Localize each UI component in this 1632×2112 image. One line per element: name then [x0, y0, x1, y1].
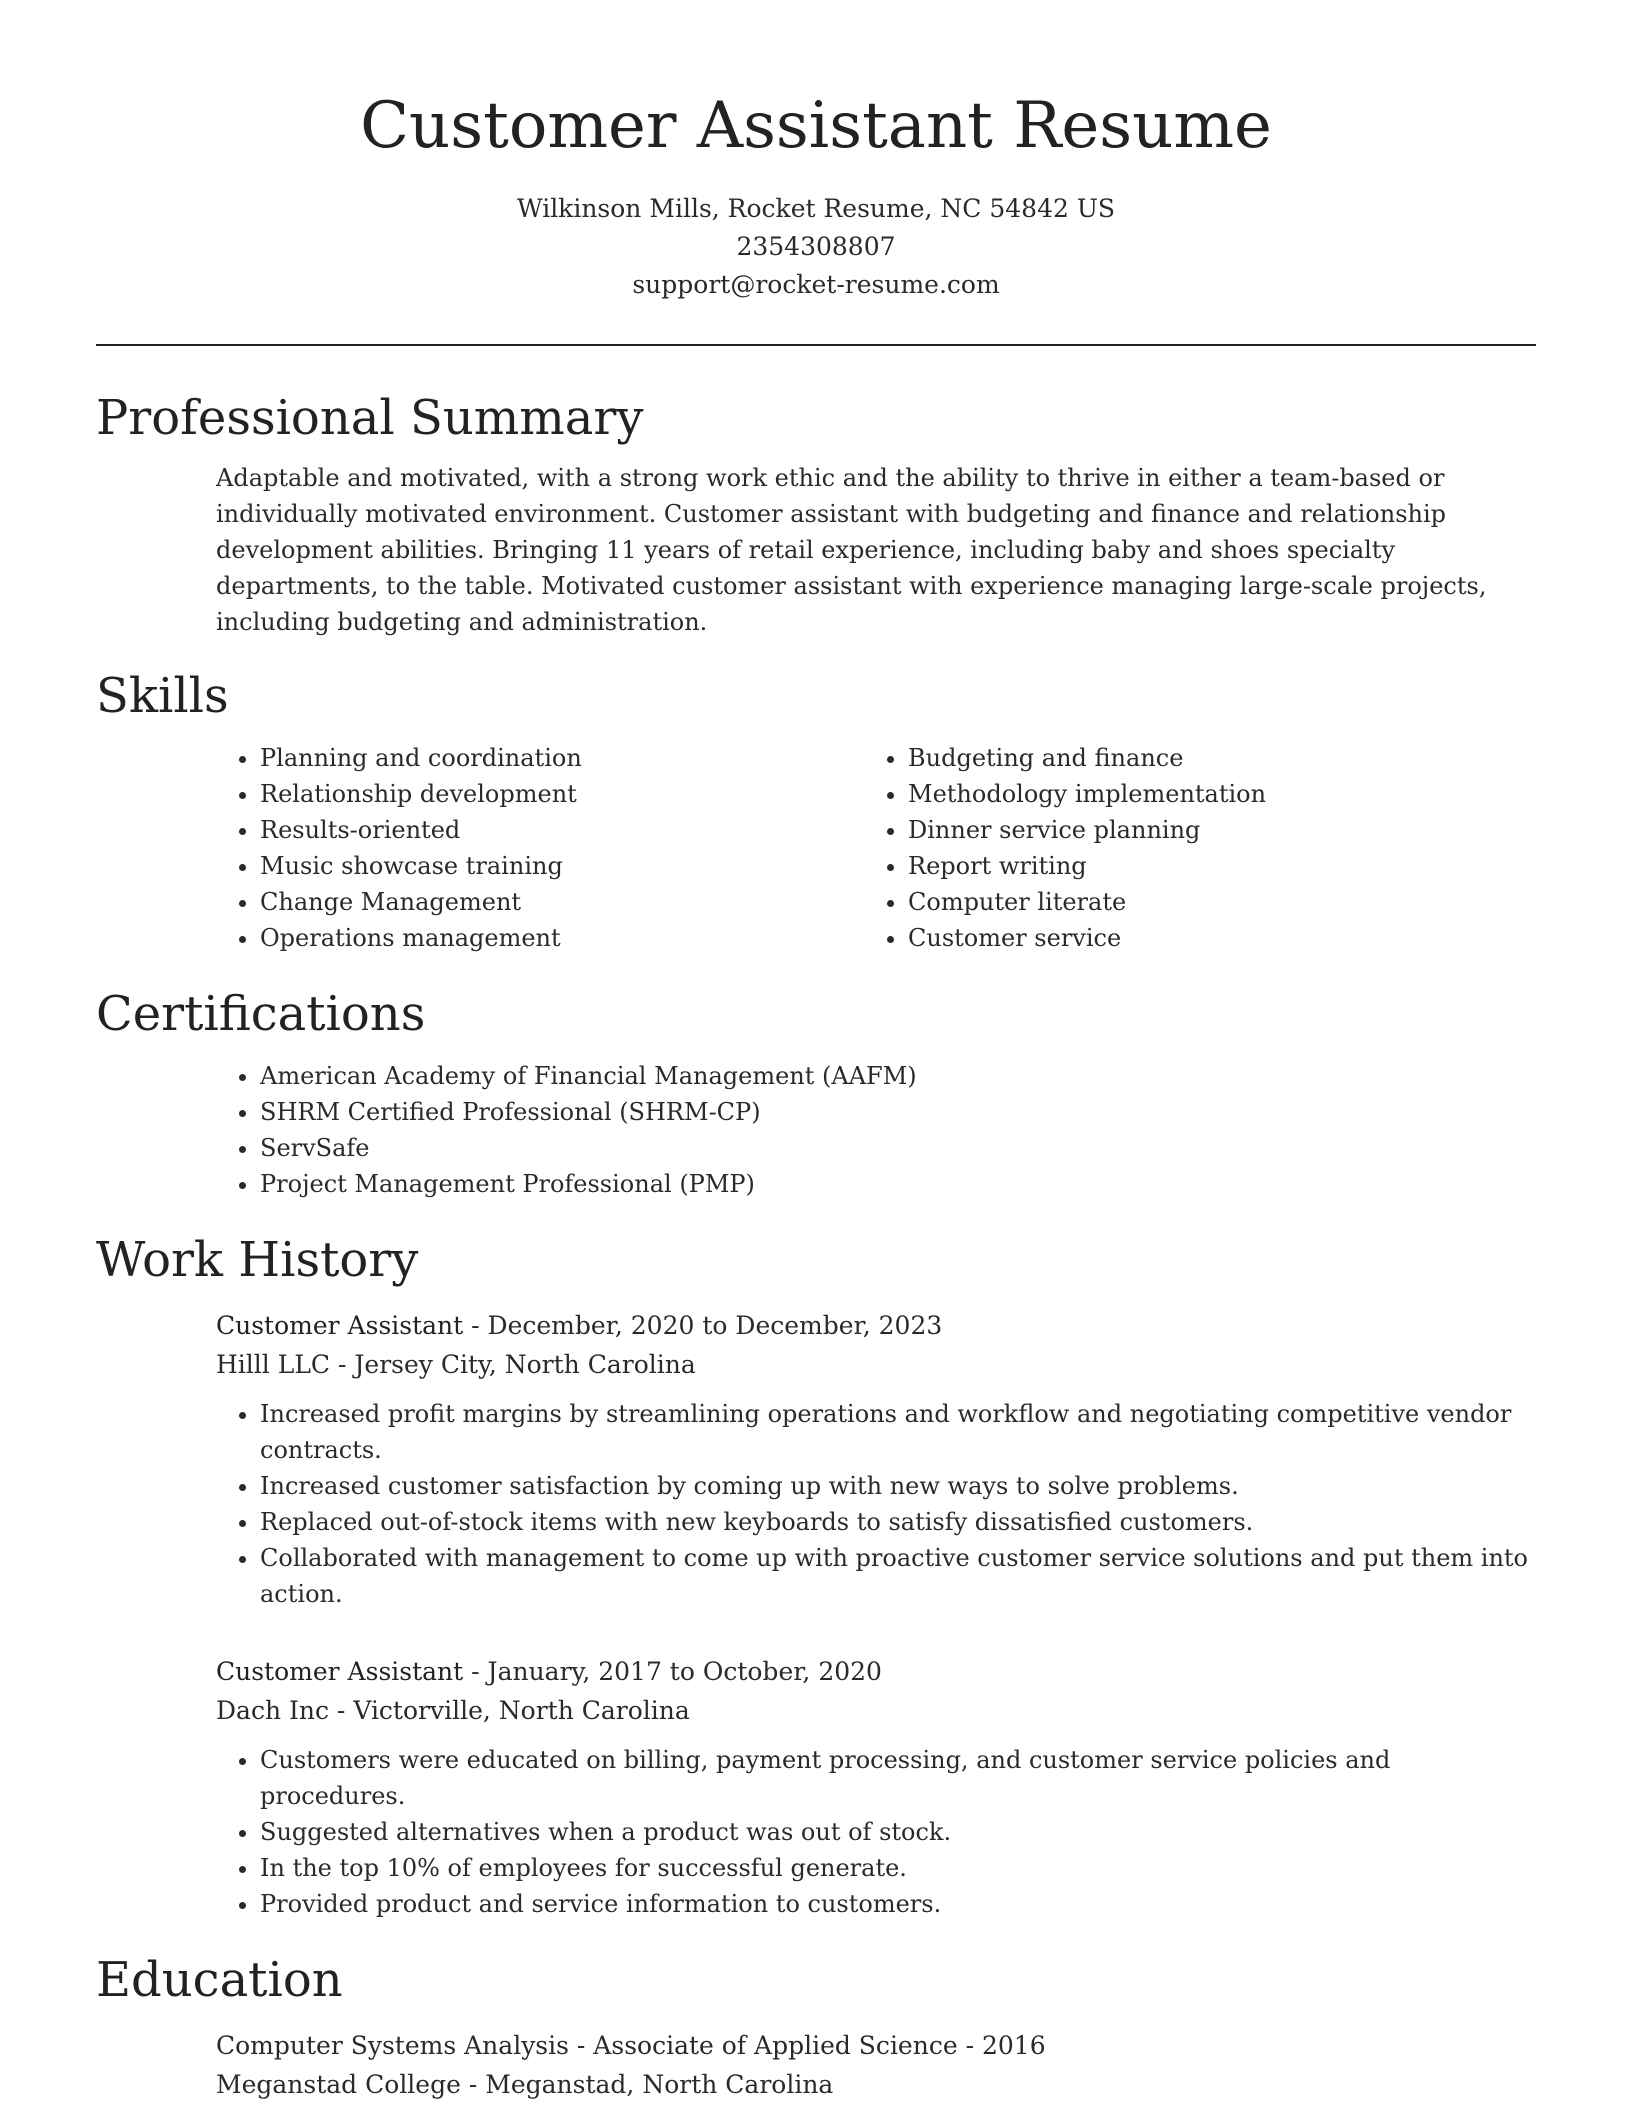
- job-title: Customer Assistant: [216, 1657, 464, 1686]
- summary-heading: Professional Summary: [96, 390, 644, 446]
- education-location: - Meganstad, North Carolina: [460, 2070, 834, 2099]
- skill-item: • Dinner service planning: [908, 812, 1512, 848]
- education-degree-line: [216, 2026, 1536, 2065]
- skill-item: • Planning and coordination: [260, 740, 864, 776]
- certification-item: • American Academy of Financial Management (AAFM): [260, 1058, 1536, 1094]
- education-school-line: [216, 2065, 1536, 2104]
- skill-item: • Results-oriented: [260, 812, 864, 848]
- skill-item: • Operations management: [260, 920, 864, 956]
- resume-title: Customer Assistant Resume: [360, 89, 1272, 163]
- skill-item: • Customer service: [908, 920, 1512, 956]
- education-school: Meganstad College: [216, 2070, 461, 2099]
- education-entry: [216, 2026, 1536, 2104]
- certification-item: • SHRM Certified Professional (SHRM-CP): [260, 1094, 1536, 1130]
- skills-column-left: [216, 740, 864, 956]
- certifications-heading: Certifications: [96, 986, 426, 1042]
- resume-header: [96, 0, 1536, 304]
- skill-item: • Computer literate: [908, 884, 1512, 920]
- education-degree: Computer Systems Analysis - Associate of Applied Science: [216, 2031, 958, 2060]
- job-entry: [216, 1306, 1536, 1612]
- skills-heading: Skills: [96, 668, 229, 724]
- contact-email: support@rocket-resume.com: [632, 270, 1000, 299]
- job-company: Dach Inc: [216, 1696, 329, 1725]
- education-heading: Education: [96, 1952, 343, 2008]
- job-title: Customer Assistant: [216, 1311, 464, 1340]
- job-entry: [216, 1652, 1536, 1922]
- certification-item: • Project Management Professional (PMP): [260, 1166, 1536, 1202]
- job-bullet: • Suggested alternatives when a product was out of stock.: [260, 1814, 1536, 1850]
- skills-list-left: [216, 740, 864, 956]
- job-company-line: [216, 1691, 1536, 1730]
- skill-item: • Change Management: [260, 884, 864, 920]
- certifications-list: [216, 1058, 1536, 1202]
- job-location: - Jersey City, North Carolina: [330, 1350, 696, 1379]
- certifications-block: [216, 1058, 1536, 1202]
- job-company: Hilll LLC: [216, 1350, 331, 1379]
- job-company-line: [216, 1345, 1536, 1384]
- job-location: - Victorville, North Carolina: [328, 1696, 690, 1725]
- job-bullet: • In the top 10% of employees for successful generate.: [260, 1850, 1536, 1886]
- job-title-line: [216, 1306, 1536, 1345]
- job-dates: - December, 2020 to December, 2023: [463, 1311, 943, 1340]
- work-history-heading: Work History: [96, 1232, 419, 1288]
- skill-item: • Relationship development: [260, 776, 864, 812]
- contact-info: [96, 190, 1536, 304]
- skills-grid: [216, 740, 1536, 956]
- skill-item: • Methodology implementation: [908, 776, 1512, 812]
- job-bullets: [216, 1742, 1536, 1922]
- contact-address: Wilkinson Mills, Rocket Resume, NC 54842 US: [516, 194, 1116, 223]
- certification-item: • ServSafe: [260, 1130, 1536, 1166]
- job-bullet: • Increased profit margins by streamlining operations and workflow and negotiating competitive vendor contracts.: [260, 1396, 1536, 1468]
- job-bullets: [216, 1396, 1536, 1612]
- skill-item: • Budgeting and finance: [908, 740, 1512, 776]
- summary-text: Adaptable and motivated, with a strong work ethic and the ability to thrive in either a team-based or individually motivated environment. Customer assistant with budgeting and finance and relationship development abilities. Bringing 11 years of retail experience, including baby and shoes specialty departments, to the table. Motivated customer assistant with experience managing large-scale projects, including budgeting and administration.: [216, 464, 1487, 636]
- job-bullet: • Collaborated with management to come up with proactive customer service solutions and put them into action.: [260, 1540, 1536, 1612]
- job-bullet: • Replaced out-of-stock items with new keyboards to satisfy dissatisfied customers.: [260, 1504, 1536, 1540]
- job-bullet: • Provided product and service information to customers.: [260, 1886, 1536, 1922]
- job-dates: - January, 2017 to October, 2020: [463, 1657, 882, 1686]
- skill-item: • Music showcase training: [260, 848, 864, 884]
- contact-phone: 2354308807: [736, 232, 896, 261]
- skills-list-right: [864, 740, 1512, 956]
- job-bullet: • Customers were educated on billing, payment processing, and customer service policies and procedures.: [260, 1742, 1536, 1814]
- job-bullet: • Increased customer satisfaction by coming up with new ways to solve problems.: [260, 1468, 1536, 1504]
- header-divider: [96, 344, 1536, 346]
- skills-column-right: [864, 740, 1512, 956]
- skill-item: • Report writing: [908, 848, 1512, 884]
- job-title-line: [216, 1652, 1536, 1691]
- education-year: - 2016: [957, 2031, 1046, 2060]
